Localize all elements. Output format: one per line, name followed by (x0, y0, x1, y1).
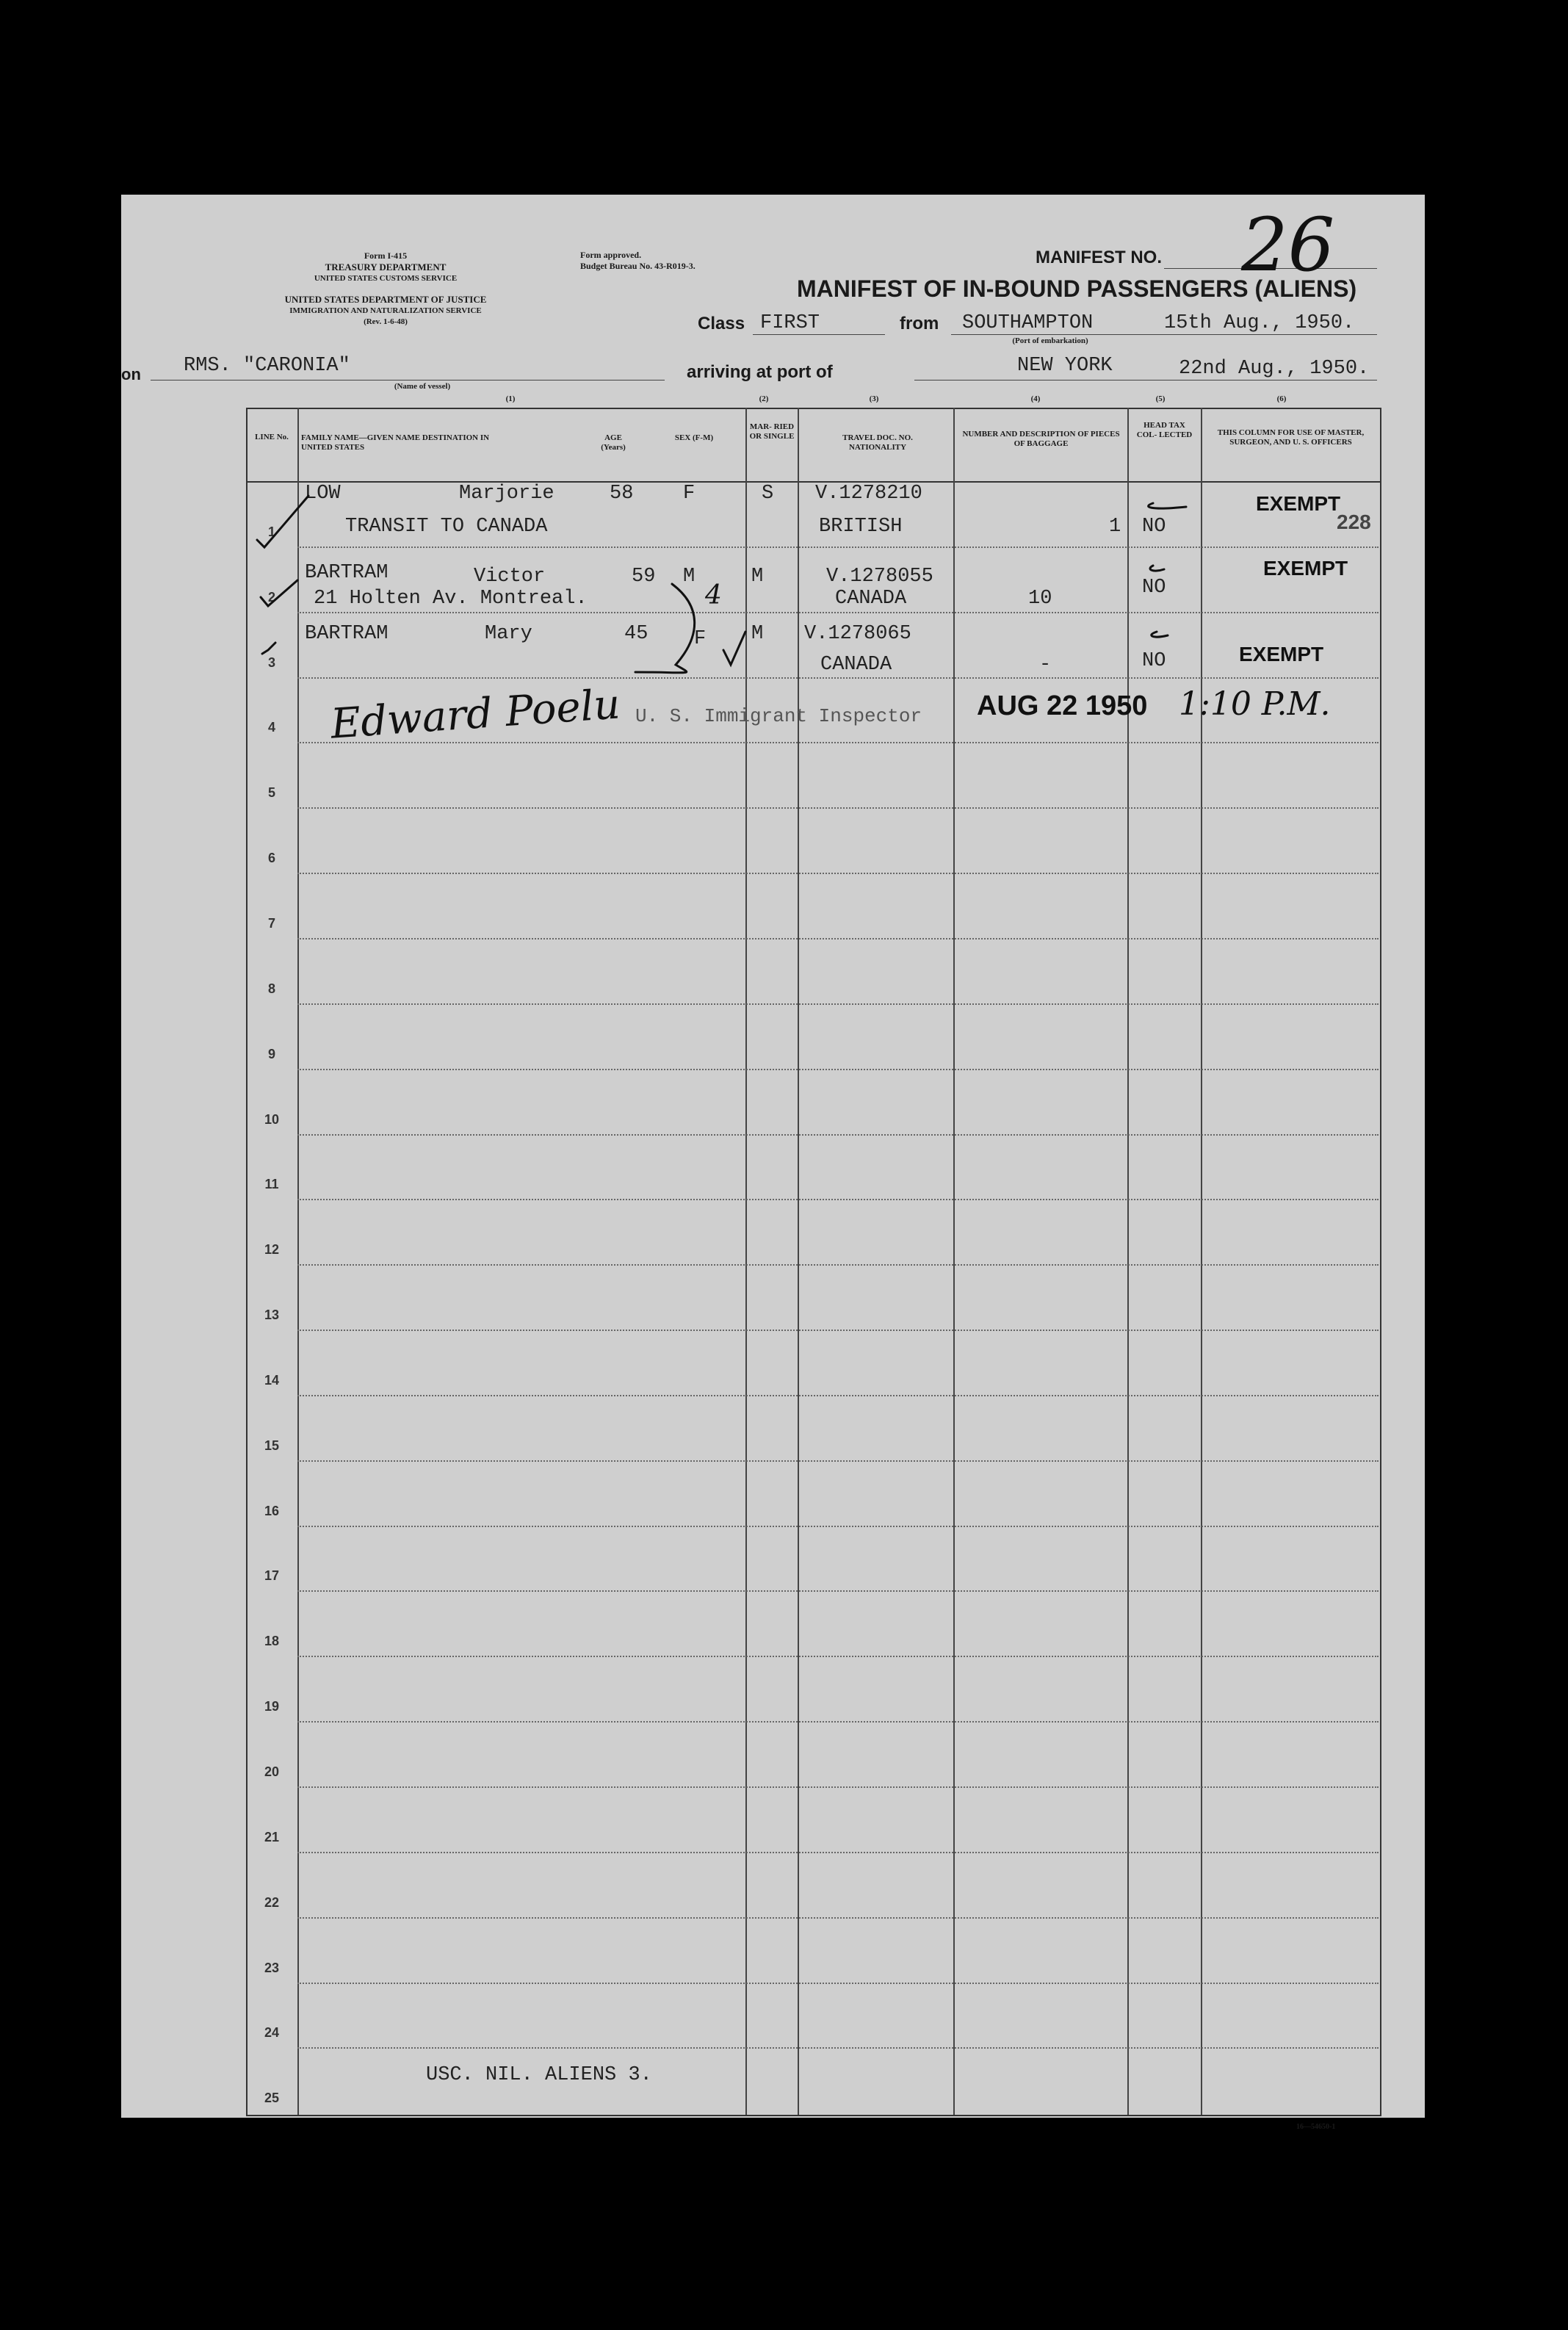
line-number: 9 (267, 1046, 275, 1061)
line-number: 20 (264, 1764, 280, 1779)
justice-dept: UNITED STATES DEPARTMENT OF JUSTICE (284, 294, 487, 305)
header-head-tax: HEAD TAX COL- LECTED (1136, 421, 1193, 439)
passenger-given: Marjorie (459, 483, 554, 505)
line-number: 24 (264, 2025, 280, 2041)
revision: (Rev. 1-6-48) (364, 317, 408, 326)
line-number: 11 (264, 1177, 279, 1192)
line-number: 19 (264, 1699, 280, 1714)
line-number: 15 (264, 1438, 280, 1453)
from-port: SOUTHAMPTON (962, 312, 1094, 334)
line-number: 16 (264, 1503, 280, 1518)
passenger-destination: TRANSIT TO CANADA (345, 516, 548, 538)
row-divider (297, 1460, 1379, 1462)
line-number: 12 (264, 1242, 280, 1258)
header-age: AGE (Years) (601, 433, 626, 452)
class-value: FIRST (760, 312, 820, 334)
row-divider (297, 1917, 1379, 1919)
line-number: 1 (267, 524, 275, 539)
checkmark (262, 643, 275, 654)
col-num-6: (6) (1276, 394, 1287, 403)
passenger-nationality: CANADA (820, 654, 892, 676)
line-number: 7 (267, 915, 275, 931)
form-code: 16—54650-1 (1296, 2123, 1336, 2131)
row-divider (297, 807, 1379, 809)
checkmark (723, 632, 745, 665)
passenger-sex: M (683, 566, 696, 588)
header-baggage: NUMBER AND DESCRIPTION OF PIECES OF BAGGAGE (962, 430, 1120, 448)
line-number: 17 (264, 1568, 280, 1584)
page-title: MANIFEST OF IN-BOUND PASSENGERS (ALIENS) (797, 275, 1357, 302)
line-number: 23 (264, 1960, 280, 1975)
footer-note: USC. NIL. ALIENS 3. (426, 2064, 652, 2086)
officer-exempt: EXEMPT (1239, 643, 1324, 666)
row-divider (297, 1003, 1379, 1006)
row-divider (297, 2047, 1379, 2049)
row-divider (297, 1590, 1379, 1593)
passenger-head-tax: NO (1142, 516, 1166, 538)
manifest-page (121, 195, 1425, 2131)
col-num-5: (5) (1155, 394, 1166, 403)
header-name: FAMILY NAME—GIVEN NAME DESTINATION IN UNITED STATES (301, 433, 490, 452)
passenger-married: M (751, 566, 764, 588)
inspector-title: U. S. Immigrant Inspector (635, 705, 922, 727)
passenger-age: 58 (610, 483, 634, 505)
passenger-baggage: 10 (1028, 588, 1052, 610)
checkmark (261, 580, 297, 606)
tax-tick (1152, 632, 1168, 637)
inspection-time: 1:10 P.M. (1179, 685, 1331, 723)
form-approved: Form approved. (580, 250, 642, 260)
row-divider (297, 1656, 1379, 1658)
checkmark (257, 496, 308, 547)
row-divider (297, 1526, 1379, 1528)
col-num-3: (3) (869, 394, 879, 403)
line-number: 22 (264, 1894, 280, 1910)
passenger-age: 45 (624, 623, 648, 645)
customs-service: UNITED STATES CUSTOMS SERVICE (314, 274, 458, 283)
row-divider (297, 1395, 1379, 1397)
row-divider (297, 1330, 1379, 1332)
passenger-family: BARTRAM (305, 562, 389, 584)
line-number: 14 (264, 1372, 280, 1388)
row-divider (297, 1852, 1379, 1854)
passenger-baggage: 1 (1109, 516, 1121, 538)
row-divider (297, 873, 1379, 875)
manifest-number: 26 (1241, 202, 1335, 288)
passenger-doc: V.1278065 (804, 623, 911, 645)
arrival-date: 22nd Aug., 1950. (1179, 358, 1370, 380)
form-number: Form I-415 (364, 250, 408, 261)
passenger-destination: 21 Holten Av. Montreal. (314, 588, 588, 610)
header-line-no: LINE No. (255, 433, 289, 441)
line-number: 3 (267, 654, 275, 670)
tax-tick (1149, 503, 1186, 508)
line-number: 8 (267, 981, 275, 996)
treasury-dept: TREASURY DEPARTMENT (325, 262, 447, 273)
officer-exempt: EXEMPT (1263, 557, 1348, 580)
passenger-married: M (751, 623, 764, 645)
passenger-head-tax: NO (1142, 650, 1166, 672)
passenger-given: Victor (474, 566, 546, 588)
row-divider (297, 1264, 1379, 1266)
bracket (635, 584, 695, 673)
port-embark-note: (Port of embarkation) (1012, 336, 1088, 345)
group-bracket-number: 4 (705, 580, 722, 610)
line-number: 25 (264, 2091, 280, 2106)
col-num-4: (4) (1030, 394, 1041, 403)
line-number: 4 (267, 720, 275, 735)
row-divider (297, 1983, 1379, 1985)
arriving-label: arriving at port of (687, 362, 833, 382)
header-sex: SEX (F-M) (674, 433, 714, 442)
inspector-signature: Edward Poelu (329, 680, 622, 749)
passenger-head-tax: NO (1142, 577, 1166, 599)
line-number: 2 (267, 589, 275, 605)
line-number: 21 (264, 1829, 280, 1844)
row-divider (297, 1069, 1379, 1071)
line-number: 13 (264, 1308, 280, 1323)
line-number: 5 (267, 785, 275, 801)
col-num-2: (2) (759, 394, 769, 403)
arrival-port: NEW YORK (1017, 355, 1113, 377)
from-date: 15th Aug., 1950. (1164, 312, 1355, 334)
line-number: 10 (264, 1111, 280, 1127)
line-number: 6 (267, 851, 275, 866)
budget-bureau: Budget Bureau No. 43-R019-3. (580, 261, 696, 271)
class-label: Class (698, 314, 745, 333)
tax-tick (1150, 566, 1164, 571)
passenger-doc: V.1278055 (826, 566, 933, 588)
header-travel-doc: TRAVEL DOC. NO. NATIONALITY (842, 433, 913, 452)
passenger-given: Mary (485, 623, 532, 645)
passenger-married: S (762, 483, 774, 505)
ins-service: IMMIGRATION AND NATURALIZATION SERVICE (289, 306, 482, 315)
row-divider (297, 1721, 1379, 1723)
manifest-label: MANIFEST NO. (1036, 248, 1162, 267)
row-divider (297, 1199, 1379, 1201)
from-label: from (900, 314, 939, 333)
passenger-doc: V.1278210 (815, 483, 922, 505)
passenger-family: LOW (305, 483, 341, 505)
header-officers: THIS COLUMN FOR USE OF MASTER, SURGEON, AND U. S. OFFICERS (1217, 428, 1365, 447)
passenger-baggage: - (1039, 654, 1052, 676)
inspection-date-stamp: AUG 22 1950 (977, 690, 1148, 721)
row-divider (297, 938, 1379, 940)
handwritten-marks (121, 195, 1425, 753)
passenger-sex: F (694, 628, 707, 650)
officer-exempt: EXEMPT (1256, 492, 1341, 515)
on-label: on (121, 365, 141, 383)
header-married: MAR- RIED OR SINGLE (749, 422, 795, 441)
passenger-nationality: CANADA (835, 588, 907, 610)
vessel-note: (Name of vessel) (394, 382, 451, 391)
passenger-age: 59 (632, 566, 656, 588)
line-number: 18 (264, 1634, 280, 1649)
row-divider (297, 1786, 1379, 1789)
passenger-sex: F (683, 483, 696, 505)
passenger-family: BARTRAM (305, 623, 389, 645)
row-divider (297, 1134, 1379, 1136)
vessel-name: RMS. "CARONIA" (184, 355, 350, 377)
stamp-number: 228 (1337, 511, 1371, 533)
col-num-1: (1) (505, 394, 516, 403)
passenger-nationality: BRITISH (819, 516, 903, 538)
